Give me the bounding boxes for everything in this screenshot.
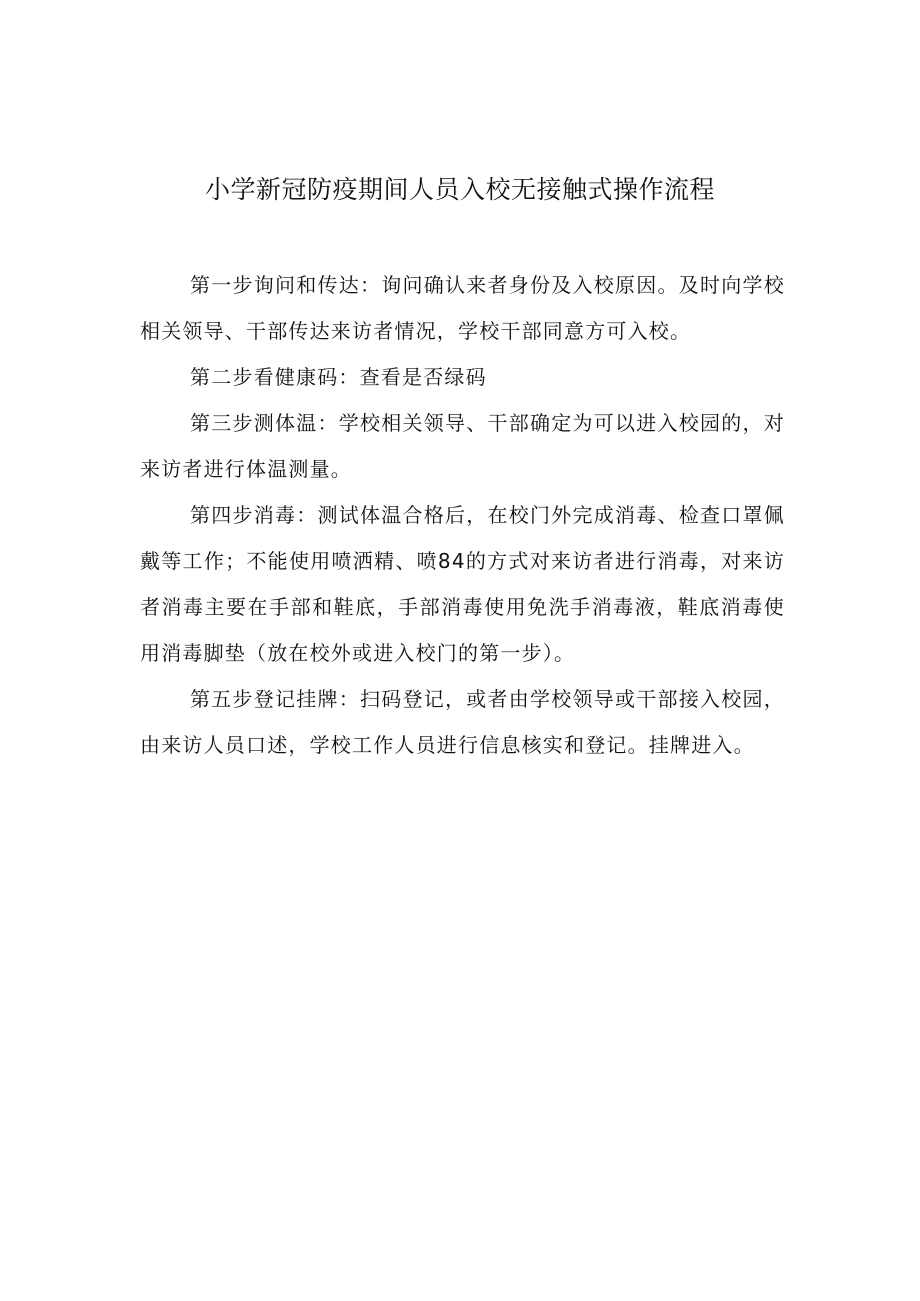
step-3-paragraph: 第三步测体温：学校相关领导、干部确定为可以进入校园的，对来访者进行体温测量。 (140, 411, 785, 481)
step-1-paragraph: 第一步询问和传达：询问确认来者身份及入校原因。及时向学校相关领导、干部传达来访者情况，学校干部同意方可入校。 (140, 273, 785, 343)
step-5-paragraph: 第五步登记挂牌：扫码登记，或者由学校领导或干部接入校园，由来访人员口述，学校工作人员进行信息核实和登记。挂牌进入。 (140, 687, 785, 757)
step-4-paragraph: 第四步消毒：测试体温合格后，在校门外完成消毒、检查口罩佩戴等工作；不能使用喷洒精、喷84的方式对来访者进行消毒，对来访者消毒主要在手部和鞋底，手部消毒使用免洗手消毒液，鞋底消毒使用消毒脚垫（放在校外或进入校门的第一步）。 (140, 503, 785, 665)
step-2-paragraph: 第二步看健康码：查看是否绿码 (190, 365, 487, 389)
document-title: 小学新冠防疫期间人员入校无接触式操作流程 (204, 175, 715, 204)
document-body (140, 262, 785, 768)
